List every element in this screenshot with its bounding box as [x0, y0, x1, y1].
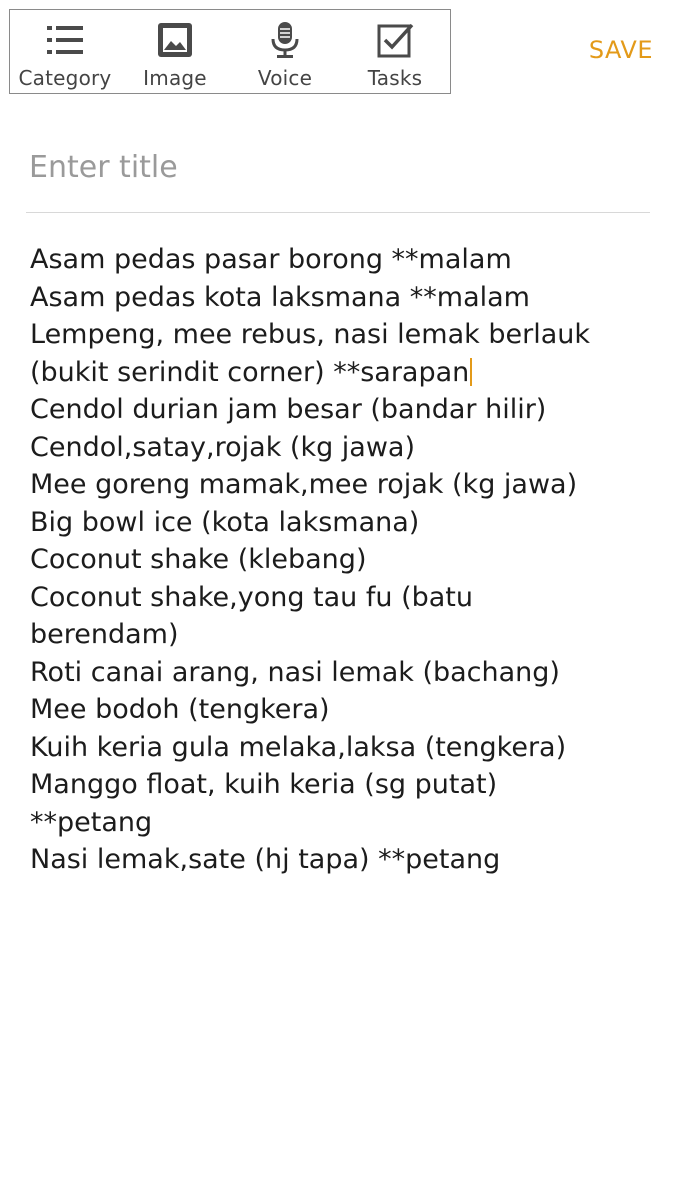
note-line: berendam) — [30, 619, 179, 650]
note-line: Manggo float, kuih keria (sg putat) — [30, 769, 498, 800]
tasks-button[interactable] — [340, 10, 450, 93]
note-line: Big bowl ice (kota laksmana) — [30, 506, 420, 538]
note-line: Asam pedas kota laksmana **malam — [30, 281, 530, 313]
note-line: Roti canai arang, nasi lemak (bachang) — [30, 656, 560, 688]
note-line-text: (bukit serindit corner) **sarapan — [30, 356, 470, 388]
note-line: Mee bodoh (tengkera) — [30, 694, 330, 725]
category-label: Category — [18, 66, 112, 90]
voice-button[interactable] — [230, 10, 340, 93]
title-divider — [26, 212, 650, 213]
voice-label: Voice — [257, 66, 313, 90]
list-icon — [45, 20, 85, 60]
note-line: Mee goreng mamak,mee rojak (kg jawa) — [30, 469, 578, 500]
image-button[interactable] — [120, 10, 230, 93]
text-cursor — [470, 358, 472, 386]
tasks-label: Tasks — [367, 66, 423, 90]
microphone-icon — [265, 20, 305, 60]
note-line: Asam pedas pasar borong **malam — [30, 244, 512, 275]
note-line: Lempeng, mee rebus, nasi lemak berlauk — [30, 319, 590, 350]
note-line: Coconut shake (klebang) — [30, 544, 367, 575]
title-input[interactable] — [29, 140, 649, 194]
note-body[interactable] — [30, 241, 650, 879]
save-button[interactable]: SAVE — [588, 36, 653, 64]
note-line: **petang — [30, 806, 153, 838]
note-line: Cendol,satay,rojak (kg jawa) — [30, 431, 416, 463]
note-line: Cendol durian jam besar (bandar hilir) — [30, 394, 547, 425]
category-button[interactable] — [10, 10, 120, 93]
note-line: Coconut shake,yong tau fu (batu — [30, 581, 473, 613]
note-line: Kuih keria gula melaka,laksa (tengkera) — [30, 731, 567, 763]
toolbar — [9, 9, 451, 94]
image-label: Image — [143, 66, 207, 90]
checkbox-icon — [375, 20, 415, 60]
image-icon — [155, 20, 195, 60]
note-line-with-caret — [30, 354, 650, 392]
note-line: Nasi lemak,sate (hj tapa) **petang — [30, 844, 501, 875]
